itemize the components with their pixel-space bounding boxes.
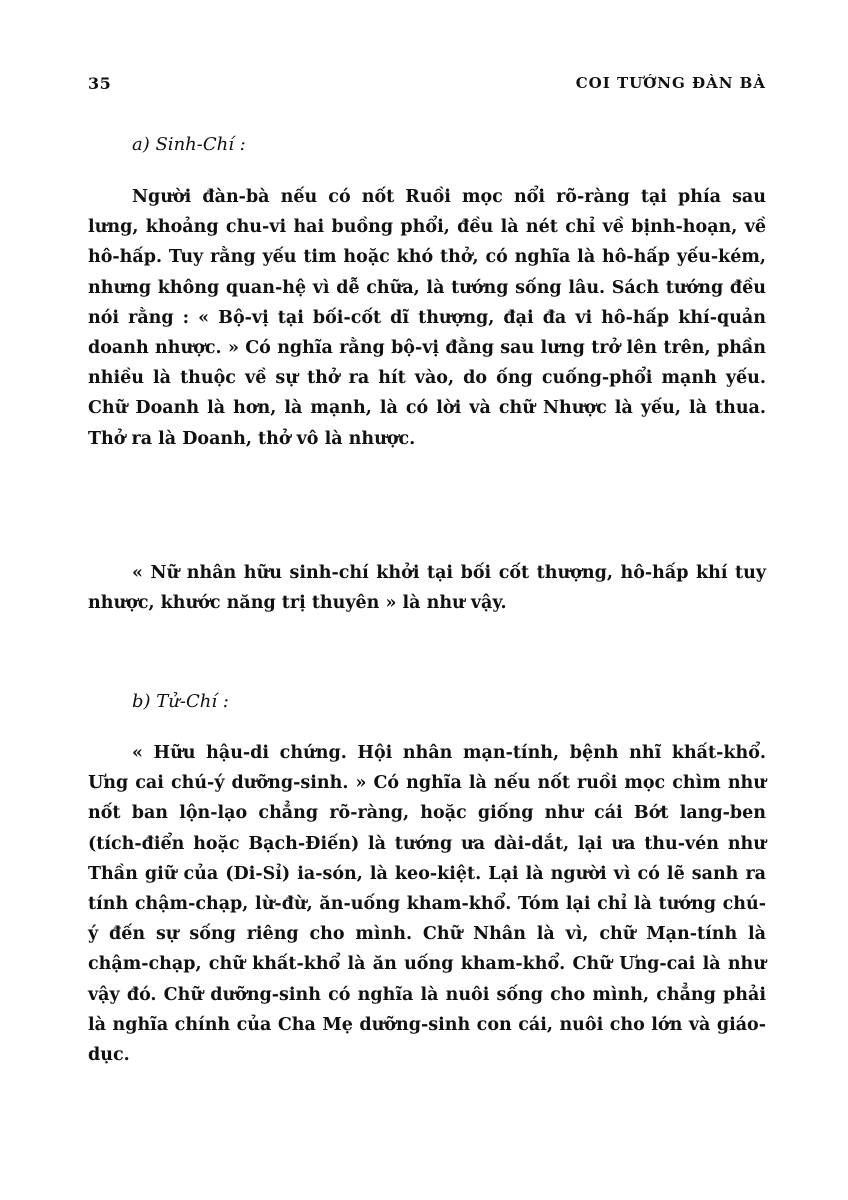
body-paragraph: Người đàn-bà nếu có nốt Ruồi mọc nổi rõ-ràng tại phía sau lưng, khoảng chu-vi hai buồng phổi, đều là nét chỉ về bịnh-hoạn, về hô-hấp. Tuy rằng yếu tim hoặc khó thở, có nghĩa là hô-hấp yếu-kém, nhưng không quan-hệ vì dễ chữa, là tướng sống lâu. Sách tướng đều nói rằng : « Bộ-vị tại bối-cốt dĩ thượng, đại đa vi hô-hấp khí-quản doanh nhược. » Có nghĩa rằng bộ-vị đằng sau lưng trở lên trên, phần nhiều là thuộc về sự thở ra hít vào, do ống cuống-phổi mạnh yếu. Chữ Doanh là hơn, là mạnh, là có lời và chữ Nhược là yếu, là thua. Thở ra là Doanh, thở vô là nhược. xyxy=(88,187,766,449)
quote-paragraph: « Nữ nhân hữu sinh-chí khởi tại bối cốt thượng, hô-hấp khí tuy nhược, khước năng trị thuyên » là như vậy. xyxy=(88,563,766,614)
running-title: COI TƯỚNG ĐÀN BÀ xyxy=(575,74,766,92)
section-heading-sinh-chi: a) Sinh-Chí : xyxy=(132,134,246,155)
section-heading-tu-chi: b) Tử-Chí : xyxy=(132,691,229,712)
page-header xyxy=(88,74,766,100)
body-paragraph: « Hữu hậu-di chứng. Hội nhân mạn-tính, bệnh nhĩ khất-khổ. Ưng cai chú-ý dưỡng-sinh. » Có nghĩa là nếu nốt ruồi mọc chìm như nốt ban lộn-lạo chẳng rõ-ràng, hoặc giống như cái Bớt lang-ben (tích-điển hoặc Bạch-Điến) là tướng ưa dài-dắt, lại ưa thu-vén như Thần giữ của (Di-Sỉ) ia-són, là keo-kiệt. Lại là người vì có lẽ sanh ra tính chậm-chạp, lừ-đừ, ăn-uống kham-khổ. Tóm lại chỉ là tướng chú-ý đến sự sống riêng cho mình. Chữ Nhân là vì, chữ Mạn-tính là chậm-chạp, chữ khất-khổ là ăn uống kham-khổ. Chữ Ưng-cai là như vậy đó. Chữ dưỡng-sinh có nghĩa là nuôi sống cho mình, chẳng phải là nghĩa chính của Cha Mẹ dưỡng-sinh con cái, nuôi cho lớn và giáo-dục. xyxy=(88,743,766,1066)
page-number: 35 xyxy=(88,74,112,93)
